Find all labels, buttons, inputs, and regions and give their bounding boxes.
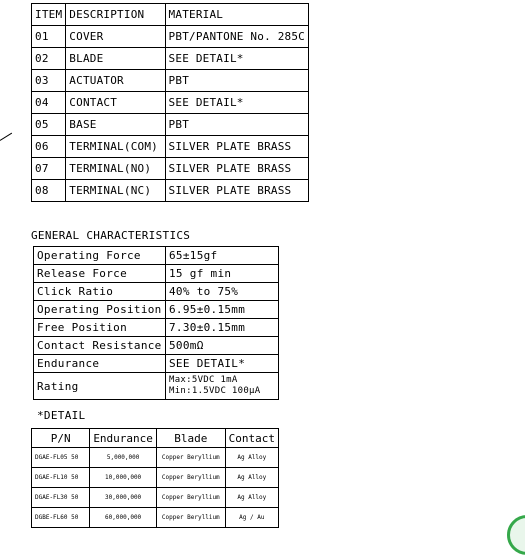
bom-item: 03	[32, 70, 66, 92]
detail-pn: DGAE-FL30 50	[32, 488, 90, 508]
bom-item: 01	[32, 26, 66, 48]
bom-material: SEE DETAIL*	[165, 92, 308, 114]
detail-row	[32, 488, 279, 508]
bom-description: TERMINAL(NC)	[66, 180, 165, 202]
spec-value: 6.95±0.15mm	[166, 301, 279, 319]
bom-row	[32, 180, 309, 202]
bom-description: BASE	[66, 114, 165, 136]
rating-value	[166, 373, 279, 400]
bom-material: SILVER PLATE BRASS	[165, 158, 308, 180]
bom-description: TERMINAL(COM)	[66, 136, 165, 158]
bom-header-item: ITEM	[32, 4, 66, 26]
bom-row	[32, 114, 309, 136]
bom-description: COVER	[66, 26, 165, 48]
spec-row	[34, 337, 279, 355]
detail-header-contact: Contact	[225, 429, 278, 448]
detail-endurance: 5,000,000	[90, 448, 157, 468]
detail-table	[31, 428, 279, 528]
bom-description: ACTUATOR	[66, 70, 165, 92]
spec-value: 15 gf min	[166, 265, 279, 283]
spec-row	[34, 247, 279, 265]
general-characteristics-table	[33, 246, 279, 400]
bom-description: TERMINAL(NO)	[66, 158, 165, 180]
bom-material: PBT	[165, 114, 308, 136]
spec-label: Click Ratio	[34, 283, 166, 301]
detail-header-pn: P/N	[32, 429, 90, 448]
detail-blade: Copper Beryllium	[156, 448, 225, 468]
leader-line	[0, 133, 12, 141]
bom-item: 04	[32, 92, 66, 114]
spec-value: SEE DETAIL*	[166, 355, 279, 373]
logo-icon	[507, 515, 525, 555]
bom-item: 07	[32, 158, 66, 180]
spec-row	[34, 355, 279, 373]
detail-row	[32, 508, 279, 528]
detail-title: *DETAIL	[37, 409, 86, 422]
detail-contact: Ag Alloy	[225, 468, 278, 488]
detail-pn: DGAE-FL05 50	[32, 448, 90, 468]
bom-row	[32, 70, 309, 92]
detail-row	[32, 448, 279, 468]
bom-item: 06	[32, 136, 66, 158]
spec-label: Operating Force	[34, 247, 166, 265]
bom-row	[32, 136, 309, 158]
spec-label: Operating Position	[34, 301, 166, 319]
detail-header-blade: Blade	[156, 429, 225, 448]
rating-max: Max:5VDC 1mA	[169, 375, 238, 385]
spec-row	[34, 301, 279, 319]
detail-contact: Ag / Au	[225, 508, 278, 528]
bom-description: CONTACT	[66, 92, 165, 114]
spec-label: Rating	[34, 373, 166, 400]
detail-header-endurance: Endurance	[90, 429, 157, 448]
bom-material: PBT/PANTONE No. 285C	[165, 26, 308, 48]
bom-material: SILVER PLATE BRASS	[165, 136, 308, 158]
spec-label: Endurance	[34, 355, 166, 373]
spec-row	[34, 283, 279, 301]
detail-contact: Ag Alloy	[225, 488, 278, 508]
bom-row	[32, 26, 309, 48]
spec-label: Contact Resistance	[34, 337, 166, 355]
bom-row	[32, 158, 309, 180]
general-characteristics-title: GENERAL CHARACTERISTICS	[31, 229, 191, 242]
detail-endurance: 30,000,000	[90, 488, 157, 508]
bom-item: 08	[32, 180, 66, 202]
spec-row	[34, 319, 279, 337]
detail-endurance: 60,000,000	[90, 508, 157, 528]
detail-row	[32, 468, 279, 488]
detail-header-row	[32, 429, 279, 448]
bom-row	[32, 92, 309, 114]
detail-blade: Copper Beryllium	[156, 508, 225, 528]
bom-description: BLADE	[66, 48, 165, 70]
bom-row	[32, 48, 309, 70]
detail-blade: Copper Beryllium	[156, 488, 225, 508]
spec-label: Free Position	[34, 319, 166, 337]
bom-material: PBT	[165, 70, 308, 92]
spec-label: Release Force	[34, 265, 166, 283]
spec-value: 500mΩ	[166, 337, 279, 355]
detail-blade: Copper Beryllium	[156, 468, 225, 488]
spec-row	[34, 265, 279, 283]
bom-material: SILVER PLATE BRASS	[165, 180, 308, 202]
detail-pn: DGBE-FL60 50	[32, 508, 90, 528]
detail-contact: Ag Alloy	[225, 448, 278, 468]
spec-value: 65±15gf	[166, 247, 279, 265]
bom-header-row	[32, 4, 309, 26]
bom-item: 05	[32, 114, 66, 136]
spec-value: 7.30±0.15mm	[166, 319, 279, 337]
detail-pn: DGAE-FL10 50	[32, 468, 90, 488]
bom-item: 02	[32, 48, 66, 70]
bom-header-material: MATERIAL	[165, 4, 308, 26]
spec-value: 40% to 75%	[166, 283, 279, 301]
rating-min: Min:1.5VDC 100μA	[169, 386, 261, 396]
bom-material: SEE DETAIL*	[165, 48, 308, 70]
bom-header-description: DESCRIPTION	[66, 4, 165, 26]
spec-row-rating	[34, 373, 279, 400]
detail-endurance: 10,000,000	[90, 468, 157, 488]
bom-table	[31, 3, 309, 202]
